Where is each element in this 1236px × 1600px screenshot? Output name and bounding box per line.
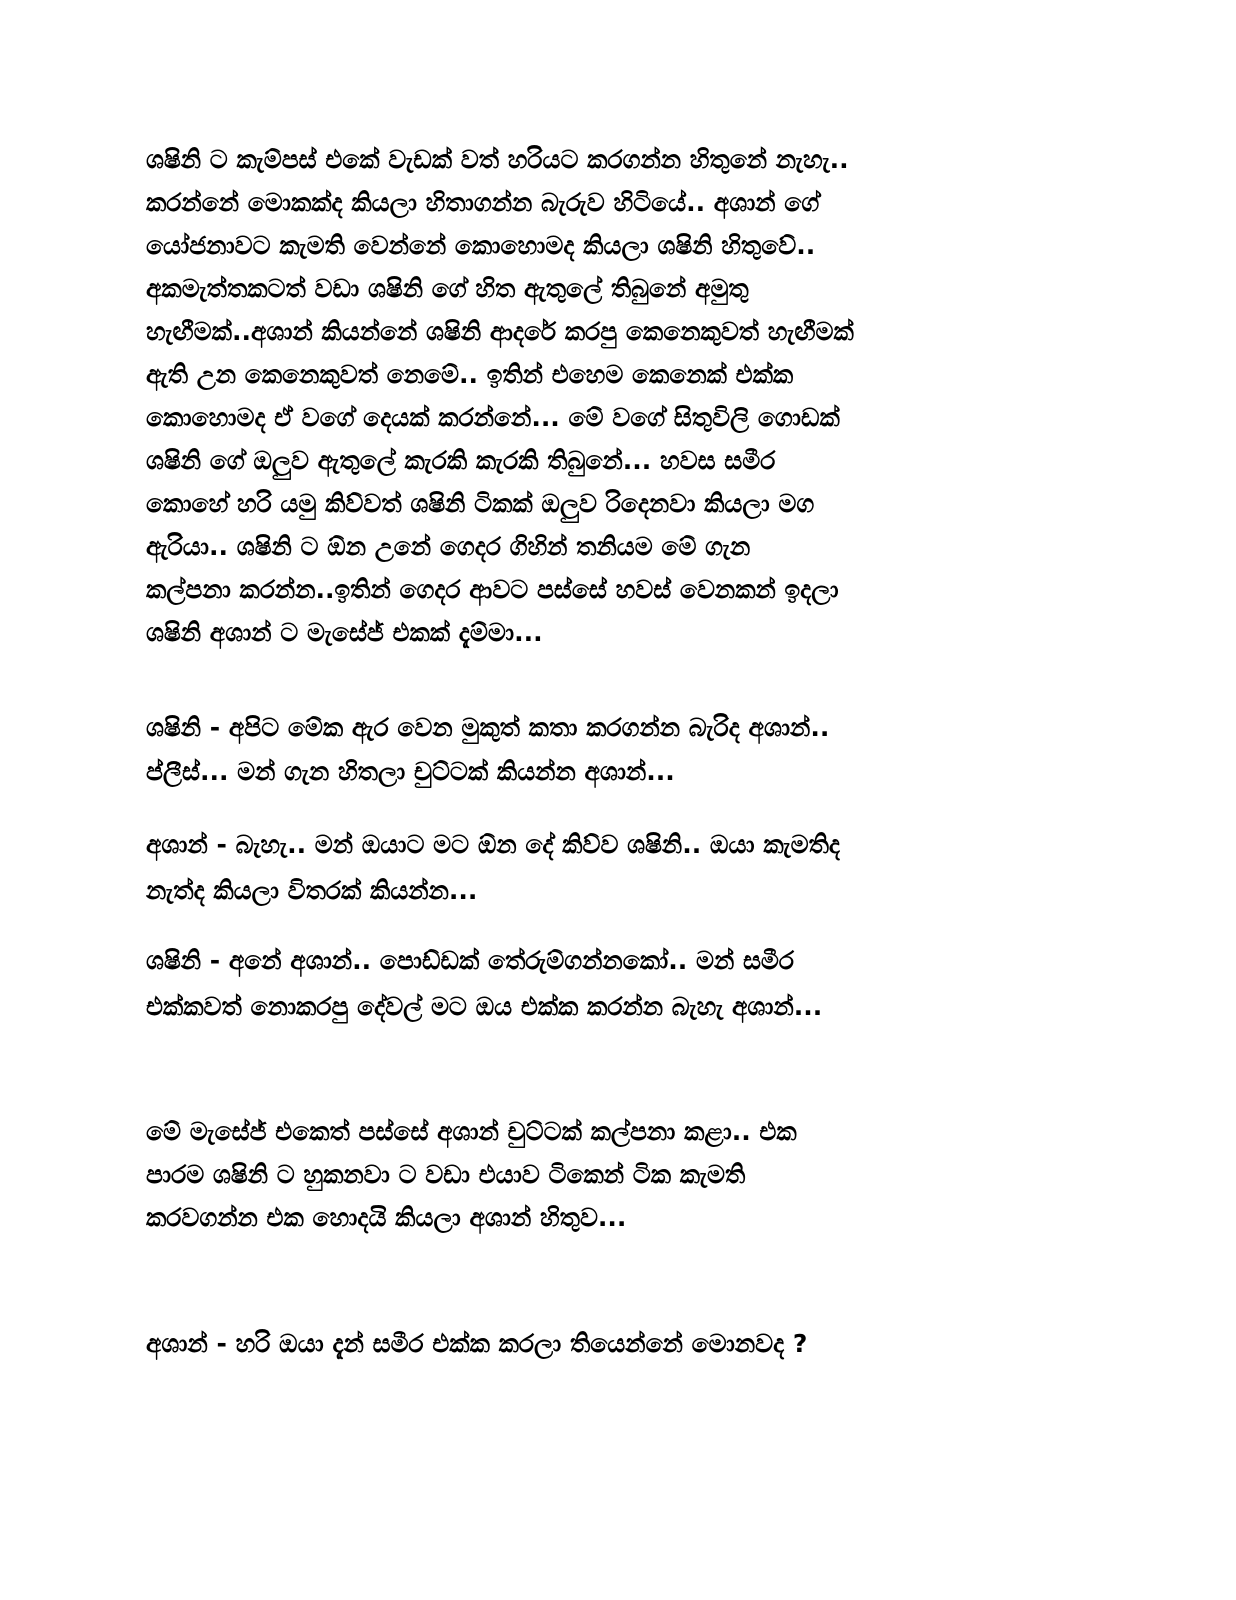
text-line: කොහේ හරි යමු කිව්වත් ශෂිනි ටිකක් ඔලුව රිදෙනවා කියලා මග (146, 489, 815, 518)
text-line: මේ මැසේජ් එකෙත් පස්සේ අශාන් චුට්ටක් කල්පනා කළා.. එක (146, 1117, 797, 1146)
dialogue-paragraph (146, 1322, 1086, 1365)
text-line: ප්ලීස්... මන් ගැන හිතලා චුට්ටක් කියන්න අශාන්... (146, 757, 675, 786)
text-line: ඇරියා.. ශෂිනි ට ඕන උනේ ගෙදර ගිහින් තනියම මේ ගැන (146, 532, 751, 561)
text-line: කොහොමද ඒ වගේ දෙයක් කරන්නේ... මේ වගේ සිතුවිලි ගොඩක් (146, 403, 840, 432)
text-line: ශෂිනි ගේ ඔලුව ඇතුලේ කැරකි කැරකි තිබුනේ... හවස සමීර (146, 446, 776, 475)
text-line: නැත්ද කියලා විතරක් කියන්න... (146, 876, 478, 905)
text-line: අශාන් - බැහැ.. මන් ඔයාට මට ඕන දේ කිව්ව ශෂිනි.. ඔයා කැමතිද (146, 830, 841, 859)
narrative-paragraph (146, 1110, 1086, 1239)
text-line: ශෂිනි - අනේ අශාන්.. පොඩ්ඩක් තේරුම්ගන්නකෝ.. මන් සමීර (146, 946, 794, 975)
dialogue-paragraph (146, 706, 1086, 794)
text-line: ශෂිනි - අපිට මේක ඇර වෙන මුකුත් කතා කරගන්න බැරිද අශාන්.. (146, 713, 830, 742)
text-line: කල්පනා කරන්න..ඉතින් ගෙදර ආවට පස්සේ හවස් වෙනකන් ඉදලා (146, 575, 839, 604)
text-line: ඇති උන කෙනෙකුවත් නෙමේ.. ඉතින් එහෙම කෙනෙක් එක්ක (146, 360, 794, 389)
text-line: කරන්නේ මොකක්ද කියලා හිතාගන්න බැරුව හිටියේ.. අශාන් ගේ (146, 188, 820, 217)
text-line: අශාන් - හරි ඔයා දැන් සමීර එක්ක කරලා තියෙන්නේ මොනවද ? (146, 1329, 808, 1358)
text-line: ශෂිනි අශාන් ට මැසේජ් එකක් දැම්මා... (146, 618, 543, 647)
dialogue-paragraph (146, 822, 1086, 914)
text-line: එක්කවත් නොකරපු දේවල් මට ඔය එක්ක කරන්න බැහැ අශාන්... (146, 992, 823, 1021)
dialogue-paragraph (146, 938, 1086, 1030)
text-line: හැඟීමක්..අශාන් කියන්නේ ශෂිනි ආදරේ කරපු කෙනෙකුවත් හැඟීමක් (146, 317, 854, 346)
text-line: යෝජනාවට කැමති වෙන්නේ කොහොමද කියලා ශෂිනි හිතුවේ.. (146, 231, 816, 260)
text-line: ශෂිනි ට කැම්පස් එකේ වැඩක් වත් හරියට කරගන්න හිතුනේ නැහැ.. (146, 145, 849, 174)
text-line: පාරම ශෂිනි ට හුකනවා ට වඩා එයාව ටිකෙන් ටික කැමති (146, 1160, 746, 1189)
text-line: කරවගන්න එක හොදයි කියලා අශාන් හිතුව... (146, 1203, 627, 1232)
text-line: අකමැත්තකටත් වඩා ශෂිනි ගේ හිත ඇතුලේ තිබුනේ අමුතු (146, 274, 749, 303)
narrative-paragraph (146, 138, 1086, 654)
